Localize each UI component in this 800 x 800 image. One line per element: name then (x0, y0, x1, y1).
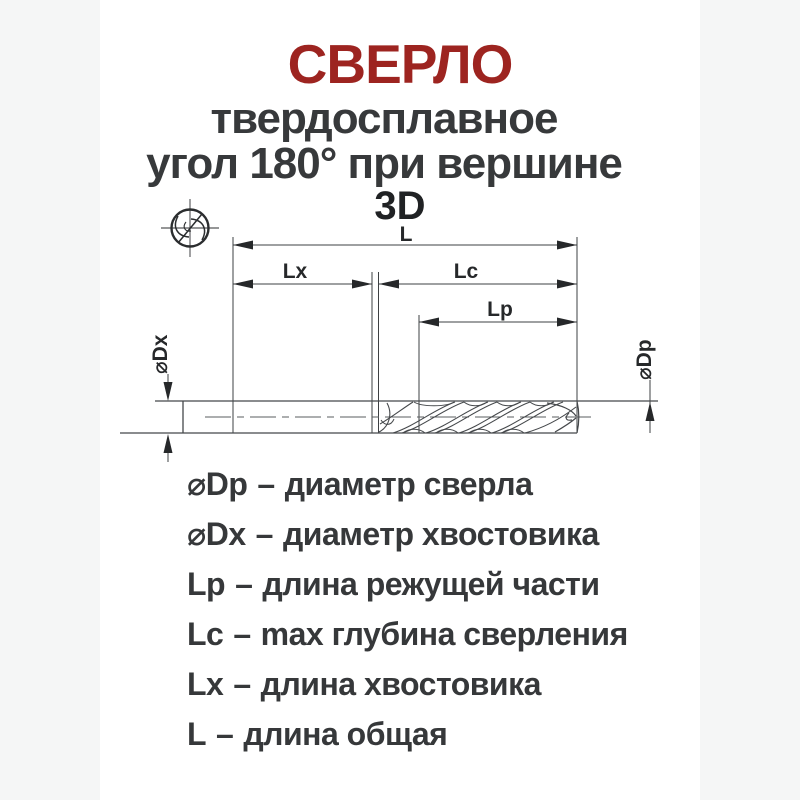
legend-symbol: ⌀Dx (187, 516, 246, 552)
legend-symbol: Lp (187, 566, 226, 602)
arrow-lc-right (557, 280, 577, 289)
dim-label-l: L (399, 223, 413, 246)
legend-separator: – (257, 466, 275, 502)
legend-description: длина хвостовика (260, 666, 541, 702)
dim-label-lx: Lx (282, 260, 308, 283)
legend-description: диаметр хвостовика (282, 516, 599, 552)
legend-description: max глубина сверления (260, 616, 628, 652)
legend-item (187, 509, 667, 559)
dim-label-dx: ⌀Dx (149, 334, 172, 374)
subtitle-line-2: угол 180° при вершине (146, 139, 622, 188)
legend-separator: – (233, 616, 251, 652)
scallop (464, 402, 487, 406)
arrow-l-left (233, 241, 253, 250)
legend-symbol: ⌀Dp (187, 466, 248, 502)
arrow-lc-left (379, 280, 399, 289)
flute-scallops-top (414, 402, 553, 406)
arrow-dp-up (646, 402, 655, 421)
arrow-l-right (557, 241, 577, 250)
legend-symbol: L (187, 716, 207, 752)
legend-item (187, 609, 667, 659)
legend-symbol: Lx (187, 666, 224, 702)
dim-label-dp: ⌀Dp (633, 339, 656, 380)
icon-flute-arc (175, 216, 189, 237)
arrow-lx-right (352, 280, 372, 289)
legend-item (187, 459, 667, 509)
arrow-lp-right (557, 318, 577, 327)
legend-symbol: Lc (187, 616, 224, 652)
tip-curve (555, 418, 576, 432)
legend-separator: – (216, 716, 234, 752)
arrow-lx-left (233, 280, 253, 289)
scallop (497, 402, 520, 406)
legend-description: диаметр сверла (284, 466, 533, 502)
legend-item (187, 659, 667, 709)
arrow-dx-down (164, 382, 173, 401)
subtitle-line-1: твердосплавное (210, 94, 558, 143)
legend-item (187, 559, 667, 609)
helix-strand (380, 402, 413, 424)
drill-end-view-icon (161, 199, 219, 257)
legend-separator: – (233, 666, 251, 702)
legend-separator: – (235, 566, 253, 602)
dim-label-lp: Lp (487, 298, 513, 321)
tip-curve (547, 403, 576, 416)
dim-label-lc: Lc (453, 260, 479, 283)
arrow-dx-up (164, 434, 173, 453)
legend-description: длина режущей части (262, 566, 600, 602)
page-title: СВЕРЛО (287, 33, 513, 95)
legend-separator: – (255, 516, 273, 552)
legend-description: длина общая (243, 716, 448, 752)
legend (187, 459, 667, 759)
icon-flute-arc (191, 219, 205, 240)
dimension-arrows (164, 241, 655, 454)
arrow-lp-left (419, 318, 439, 327)
series-label: 3D (374, 184, 426, 228)
legend-item (187, 709, 667, 759)
